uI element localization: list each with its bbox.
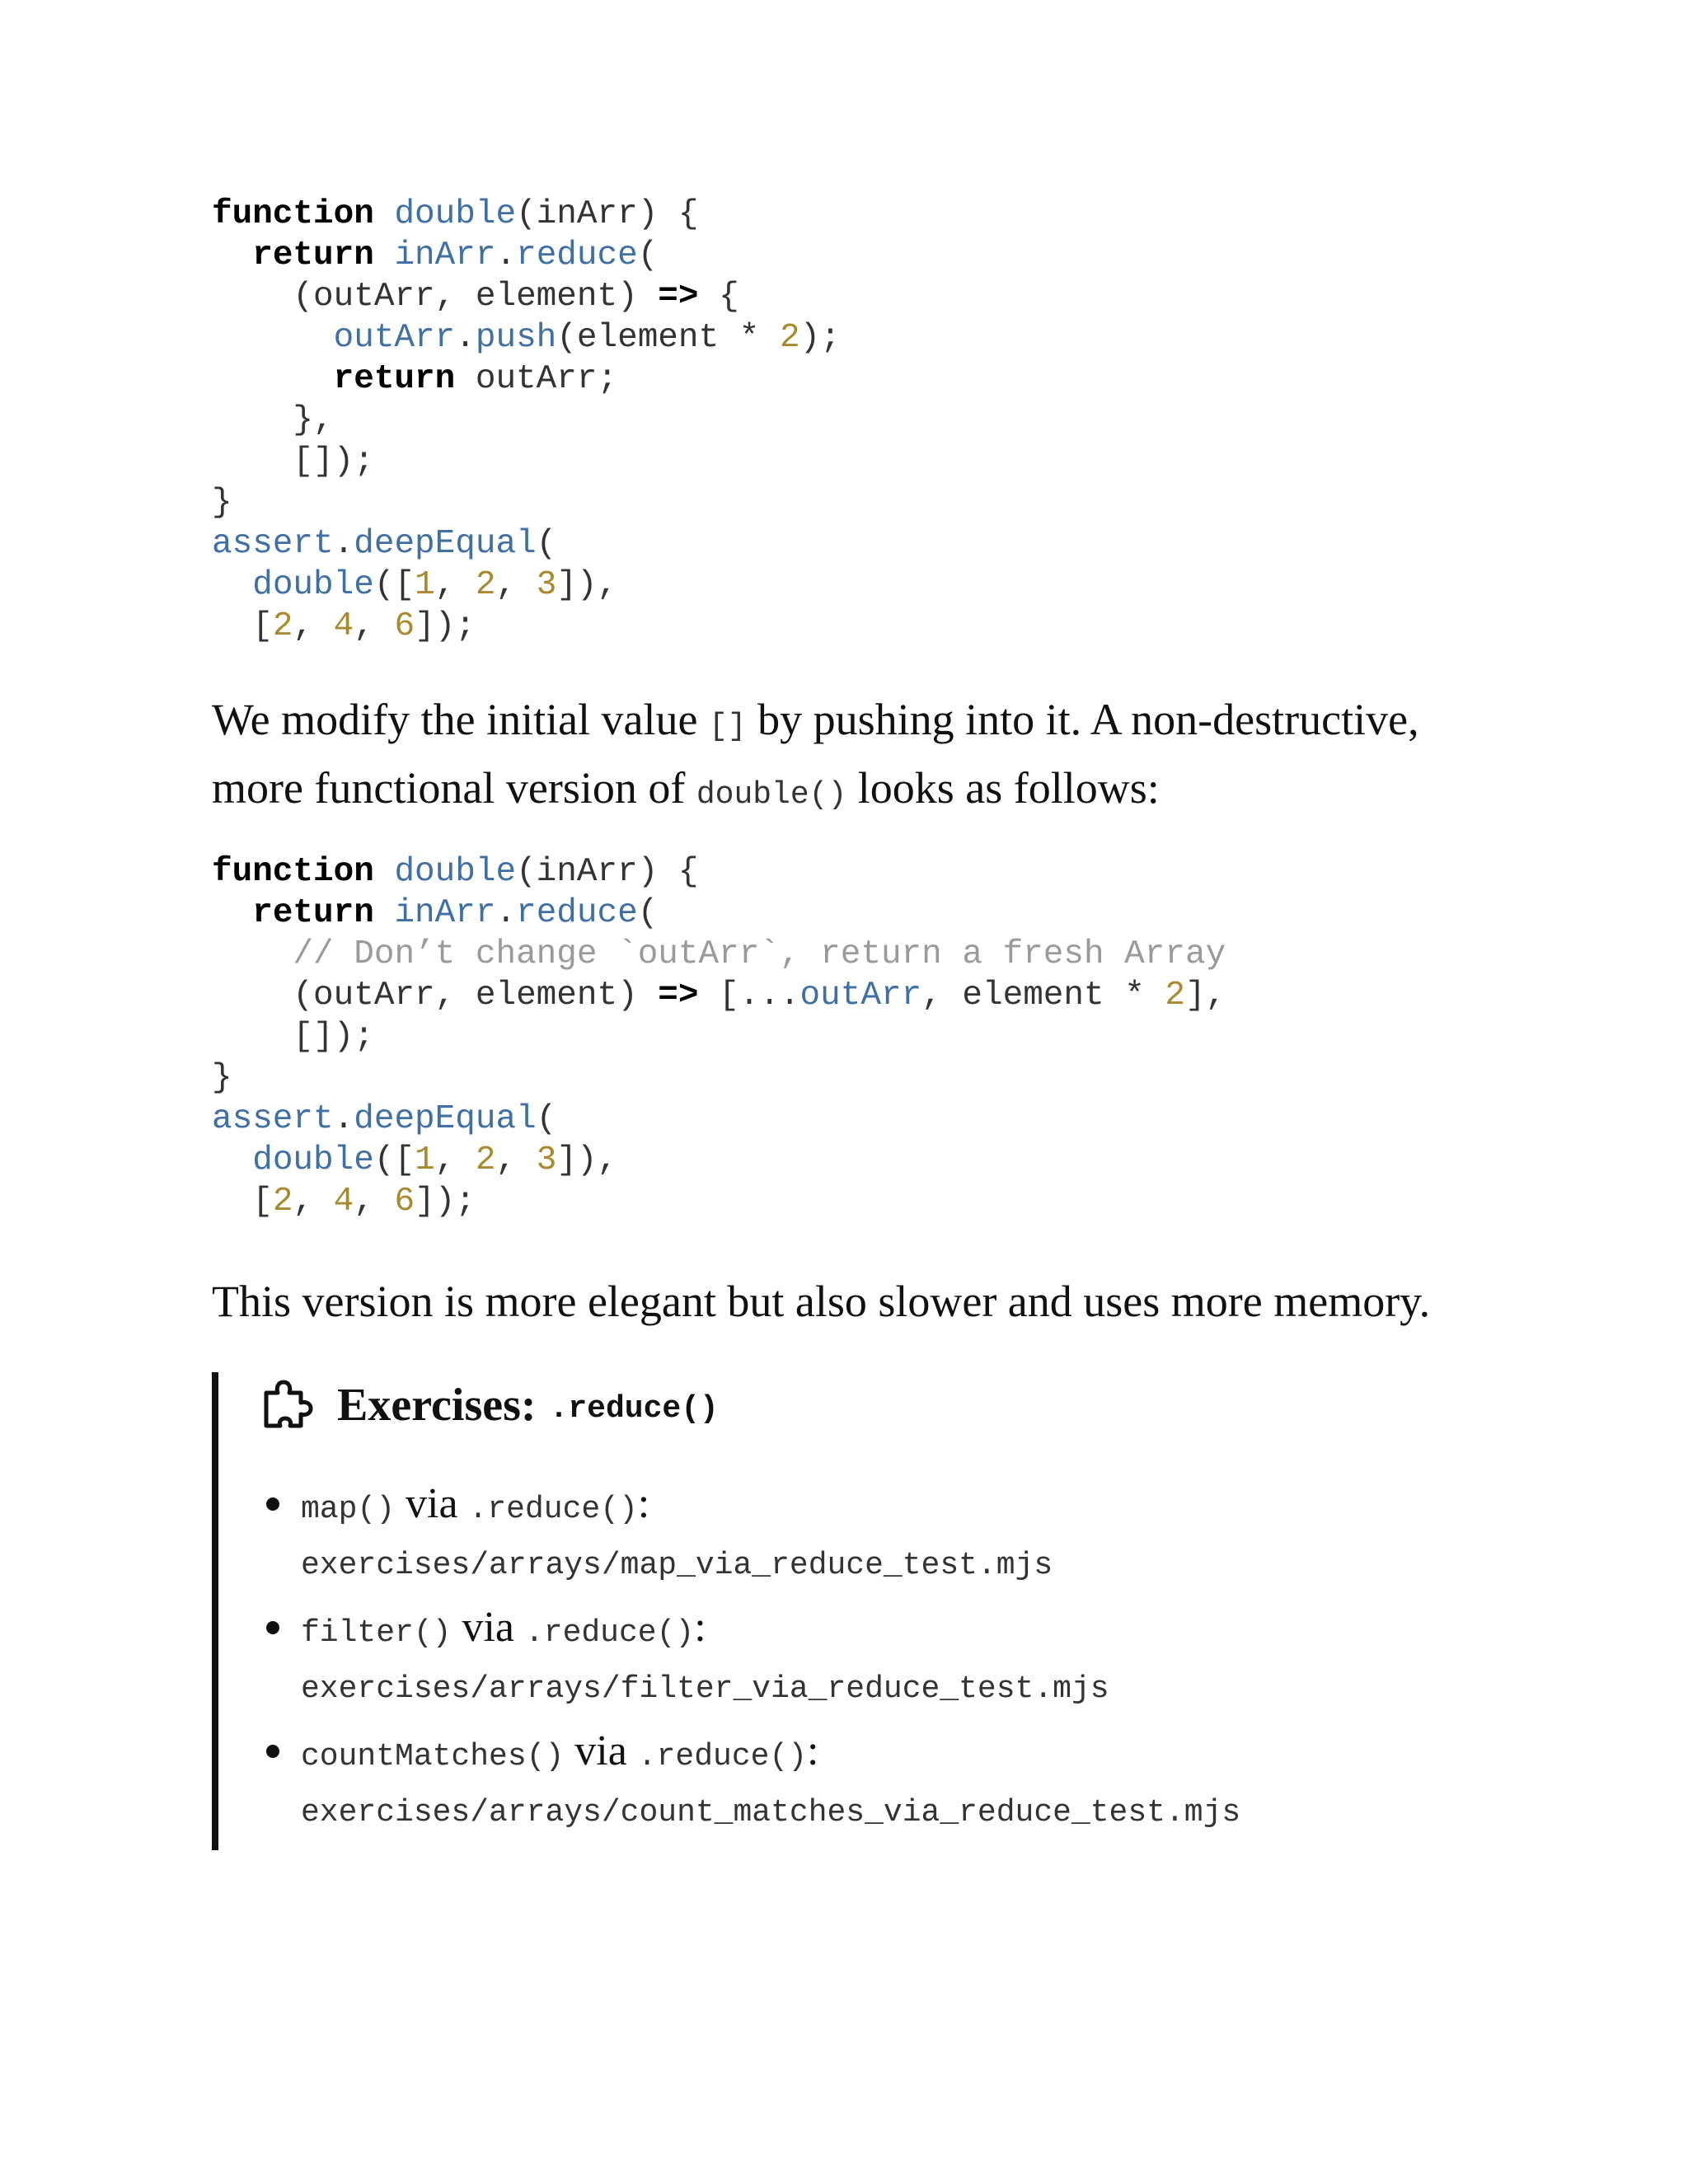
exercises-title: Exercises: [337, 1380, 537, 1431]
code-line: double([1, 2, 3]), [252, 566, 618, 604]
code-identifier: outArr [799, 977, 922, 1015]
code-function-name: double [394, 853, 517, 891]
inline-code: .reduce() [637, 1739, 808, 1774]
code-identifier: outArr [333, 319, 456, 357]
inline-code: countMatches() [301, 1739, 565, 1774]
code-number: 1 [415, 566, 435, 604]
code-keyword: function [212, 195, 374, 233]
code-comment: // Don’t change `outArr`, return a fresh Array [293, 935, 1226, 973]
code-line: []); [212, 443, 374, 480]
code-arrow: => [658, 977, 699, 1015]
code-number: 2 [779, 319, 800, 357]
code-line: return inArr.reduce( [252, 894, 659, 932]
code-line [212, 934, 1226, 975]
code-number: 2 [272, 607, 293, 645]
code-number: 1 [415, 1141, 435, 1179]
code-block-imperative [212, 194, 841, 647]
exercise-item: countMatches() via .reduce(): exercises/arrays/count_matches_via_reduce_test.mjs [301, 1722, 1240, 1846]
code-identifier: assert [212, 1100, 334, 1138]
code-identifier: assert [212, 525, 334, 563]
code-number: 4 [333, 1183, 354, 1221]
code-arrow: => [658, 278, 699, 316]
exercise-item: map() via .reduce(): exercises/arrays/map_via_reduce_test.mjs [301, 1475, 1240, 1599]
code-identifier: inArr [394, 894, 496, 932]
paragraph-intro: We modify the initial value [] by pushing into it. A non-destructive, more functional version of double() looks as follows: [212, 695, 1419, 813]
code-function-name: double [252, 566, 374, 604]
code-line: outArr.push(element * 2); [333, 319, 841, 357]
code-line: }, [212, 401, 334, 439]
bullet-icon [266, 1621, 279, 1634]
exercise-path: exercises/arrays/count_matches_via_reduce_test.mjs [301, 1795, 1241, 1830]
bullet-icon [266, 1745, 279, 1758]
code-function-name: double [394, 195, 517, 233]
code-line: return outArr; [333, 360, 618, 398]
code-function-name: double [252, 1141, 374, 1179]
code-number: 2 [272, 1183, 293, 1221]
code-method: push [475, 319, 557, 357]
code-number: 2 [475, 1141, 496, 1179]
code-block-functional [212, 851, 1226, 1222]
code-line: [2, 4, 6]); [252, 1183, 476, 1221]
inline-code: double() [696, 777, 847, 813]
code-line: double([1, 2, 3]), [252, 1141, 618, 1179]
code-number: 3 [536, 566, 557, 604]
code-identifier: inArr [394, 237, 496, 274]
code-line: return inArr.reduce( [252, 237, 659, 274]
code-text: (inArr) { [516, 195, 699, 233]
exercise-path: exercises/arrays/map_via_reduce_test.mjs [301, 1548, 1053, 1583]
code-line: assert.deepEqual( [212, 525, 557, 563]
code-method: reduce [516, 237, 638, 274]
inline-code: map() [301, 1492, 396, 1527]
code-line: } [212, 484, 232, 522]
code-line: } [212, 1059, 232, 1097]
inline-code: .reduce() [468, 1492, 638, 1527]
code-keyword: function [212, 853, 374, 891]
code-line: [2, 4, 6]); [252, 607, 476, 645]
code-line [212, 194, 841, 235]
code-line: (outArr, element) => [...outArr, element * 2], [293, 977, 1226, 1015]
code-number: 3 [536, 1141, 557, 1179]
code-keyword: return [252, 237, 374, 274]
code-line: function double(inArr) { [212, 853, 699, 891]
code-keyword: return [333, 360, 456, 398]
code-number: 6 [394, 1183, 415, 1221]
exercises-heading [261, 1372, 719, 1438]
exercises-list [301, 1475, 1240, 1846]
inline-code: [] [709, 709, 747, 744]
code-number: 6 [394, 607, 415, 645]
exercises-title-code: .reduce() [549, 1390, 719, 1427]
code-number: 2 [475, 566, 496, 604]
puzzle-icon [261, 1378, 319, 1432]
code-line: assert.deepEqual( [212, 1100, 557, 1138]
exercise-path: exercises/arrays/filter_via_reduce_test.mjs [301, 1671, 1109, 1707]
paragraph-summary: This version is more elegant but also slower and uses more memory. [212, 1277, 1431, 1326]
code-line: []); [212, 1018, 374, 1056]
bullet-icon [266, 1497, 279, 1511]
exercise-item: filter() via .reduce(): exercises/arrays/filter_via_reduce_test.mjs [301, 1599, 1240, 1722]
code-method: deepEqual [354, 525, 537, 563]
code-line: (outArr, element) => { [293, 278, 739, 316]
code-keyword: return [252, 894, 374, 932]
exercises-box [212, 1372, 1504, 1850]
code-method: reduce [516, 894, 638, 932]
inline-code: filter() [301, 1615, 452, 1651]
code-number: 2 [1165, 977, 1186, 1015]
code-method: deepEqual [354, 1100, 537, 1138]
code-number: 4 [333, 607, 354, 645]
inline-code: .reduce() [524, 1615, 695, 1651]
